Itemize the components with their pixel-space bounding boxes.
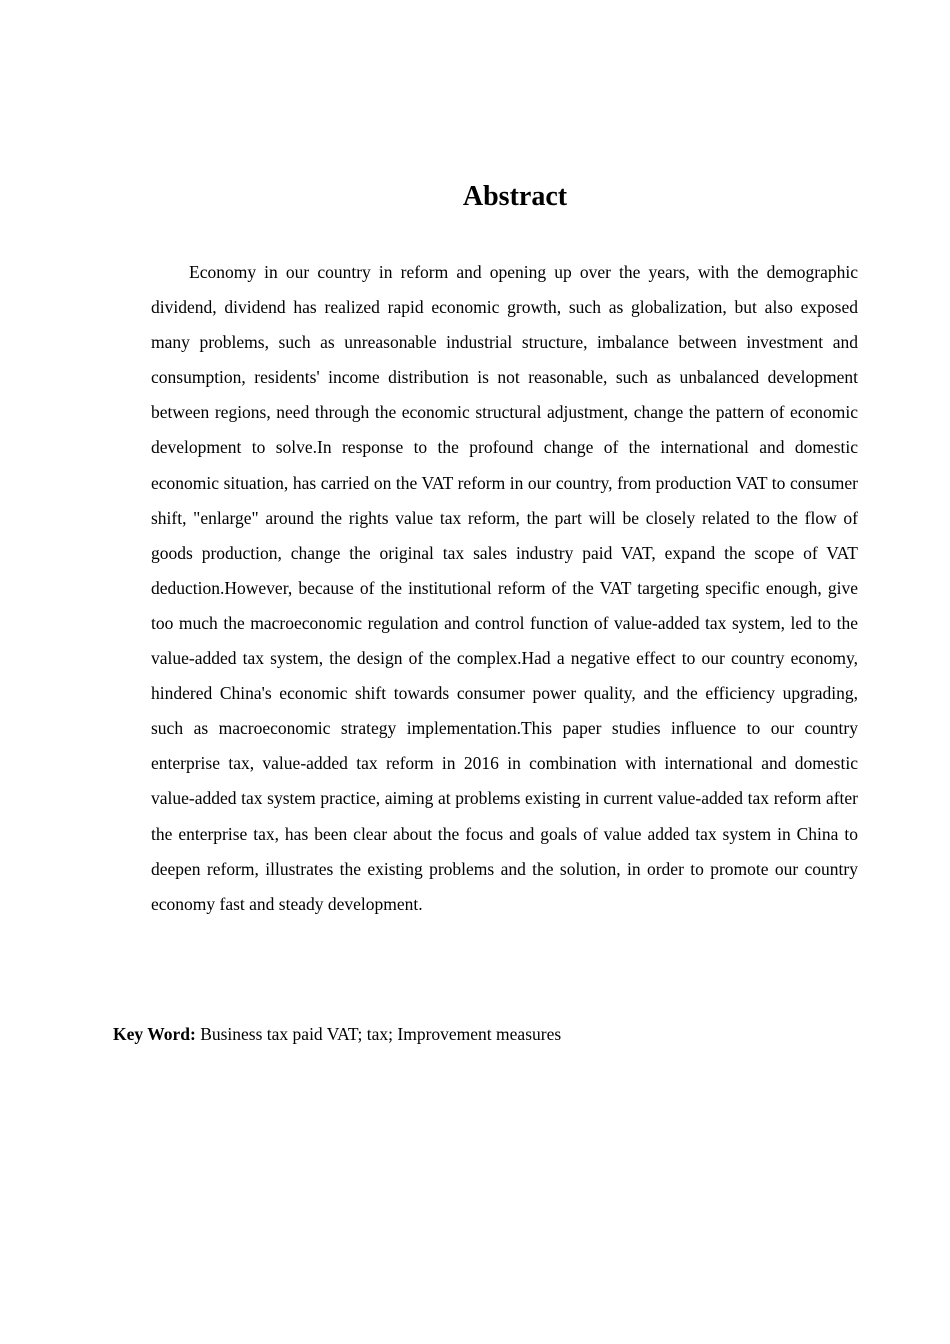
keywords-text: Business tax paid VAT; tax; Improvement measures (195, 1024, 562, 1044)
abstract-title: Abstract (462, 181, 568, 212)
keywords-line (113, 1020, 858, 1048)
abstract-body: Economy in our country in reform and opening up over the years, with the demographic dividend, dividend has realized rapid economic growth, such as globalization, but also exposed many problems, such as unreasonable industrial structure, imbalance between investment and consumption, residents' income distribution is not reasonable, such as unbalanced development between regions, need through the economic structural adjustment, change the pattern of economic development to solve.In response to the profound change of the international and domestic economic situation, has carried on the VAT reform in our country, from production VAT to consumer shift, "enlarge" around the rights value tax reform, the part will be closely related to the flow of goods production, change the original tax sales industry paid VAT, expand the scope of VAT deduction.However, because of the institutional reform of the VAT targeting specific enough, give too much the macroeconomic regulation and control function of value-added tax system, led to the value-added tax system, the design of the complex.Had a negative effect to our country economy, hindered China's economic shift towards consumer power quality, and the efficiency upgrading, such as macroeconomic strategy implementation.This paper studies influence to our country enterprise tax, value-added tax reform in 2016 in combination with international and domestic value-added tax system practice, aiming at problems existing in current value-added tax reform after the enterprise tax, has been clear about the focus and goals of value added tax system in China to deepen reform, illustrates the existing problems and the solution, in order to promote our country economy fast and steady development. (151, 262, 858, 914)
keywords-label: Key Word: (113, 1024, 196, 1044)
